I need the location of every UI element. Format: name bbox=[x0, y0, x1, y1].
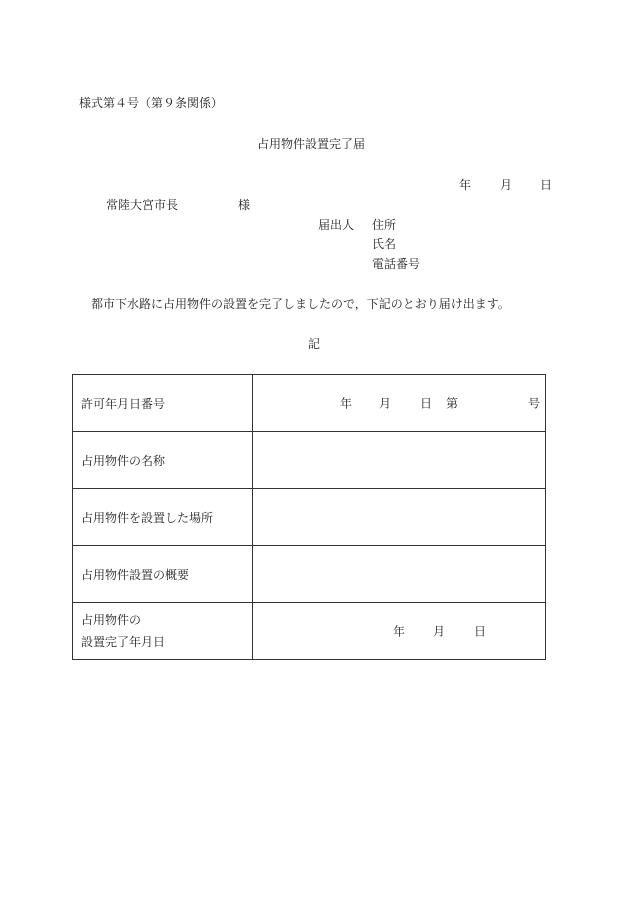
permit-dai-label: 第 bbox=[446, 396, 459, 411]
table-row bbox=[73, 603, 546, 660]
table-row bbox=[73, 375, 546, 432]
date-month-label: 月 bbox=[500, 178, 513, 192]
date-year-label: 年 bbox=[459, 178, 472, 192]
permit-number-value bbox=[253, 375, 546, 432]
object-name-label: 占用物件の名称 bbox=[73, 432, 253, 489]
installation-summary-label: 占用物件設置の概要 bbox=[73, 546, 253, 603]
completion-day-label: 日 bbox=[474, 624, 487, 639]
completion-date-label bbox=[73, 603, 253, 660]
permit-gou-label: 号 bbox=[528, 396, 541, 411]
table-row bbox=[73, 432, 546, 489]
installation-place-value bbox=[253, 489, 546, 546]
completion-date-value bbox=[253, 603, 546, 660]
installation-place-label: 占用物件を設置した場所 bbox=[73, 489, 253, 546]
permit-day-label: 日 bbox=[420, 396, 433, 411]
permit-month-label: 月 bbox=[379, 396, 392, 411]
date-day-label: 日 bbox=[540, 178, 553, 192]
completion-month-label: 月 bbox=[433, 624, 446, 639]
ki-heading: 記 bbox=[308, 337, 321, 351]
form-number: 様式第４号（第９条関係） bbox=[79, 96, 224, 110]
permit-year-label: 年 bbox=[340, 396, 353, 411]
applicant-label: 届出人 bbox=[318, 218, 355, 232]
completion-date-label-line2: 設置完了年月日 bbox=[81, 635, 166, 649]
name-label: 氏名 bbox=[372, 237, 397, 251]
phone-label: 電話番号 bbox=[372, 257, 421, 271]
table-row bbox=[73, 546, 546, 603]
table-row bbox=[73, 489, 546, 546]
completion-date-label-line1: 占用物件の bbox=[81, 613, 142, 627]
object-name-value bbox=[253, 432, 546, 489]
document-title: 占用物件設置完了届 bbox=[257, 137, 366, 151]
details-table bbox=[72, 374, 546, 660]
body-text: 都市下水路に占用物件の設置を完了しましたので，下記のとおり届け出ます。 bbox=[91, 297, 510, 311]
addressee-honorific: 様 bbox=[238, 198, 251, 212]
completion-year-label: 年 bbox=[393, 624, 406, 639]
address-label: 住所 bbox=[372, 218, 397, 232]
installation-summary-value bbox=[253, 546, 546, 603]
addressee-name: 常陸大宮市長 bbox=[106, 198, 179, 212]
permit-number-label: 許可年月日番号 bbox=[73, 375, 253, 432]
